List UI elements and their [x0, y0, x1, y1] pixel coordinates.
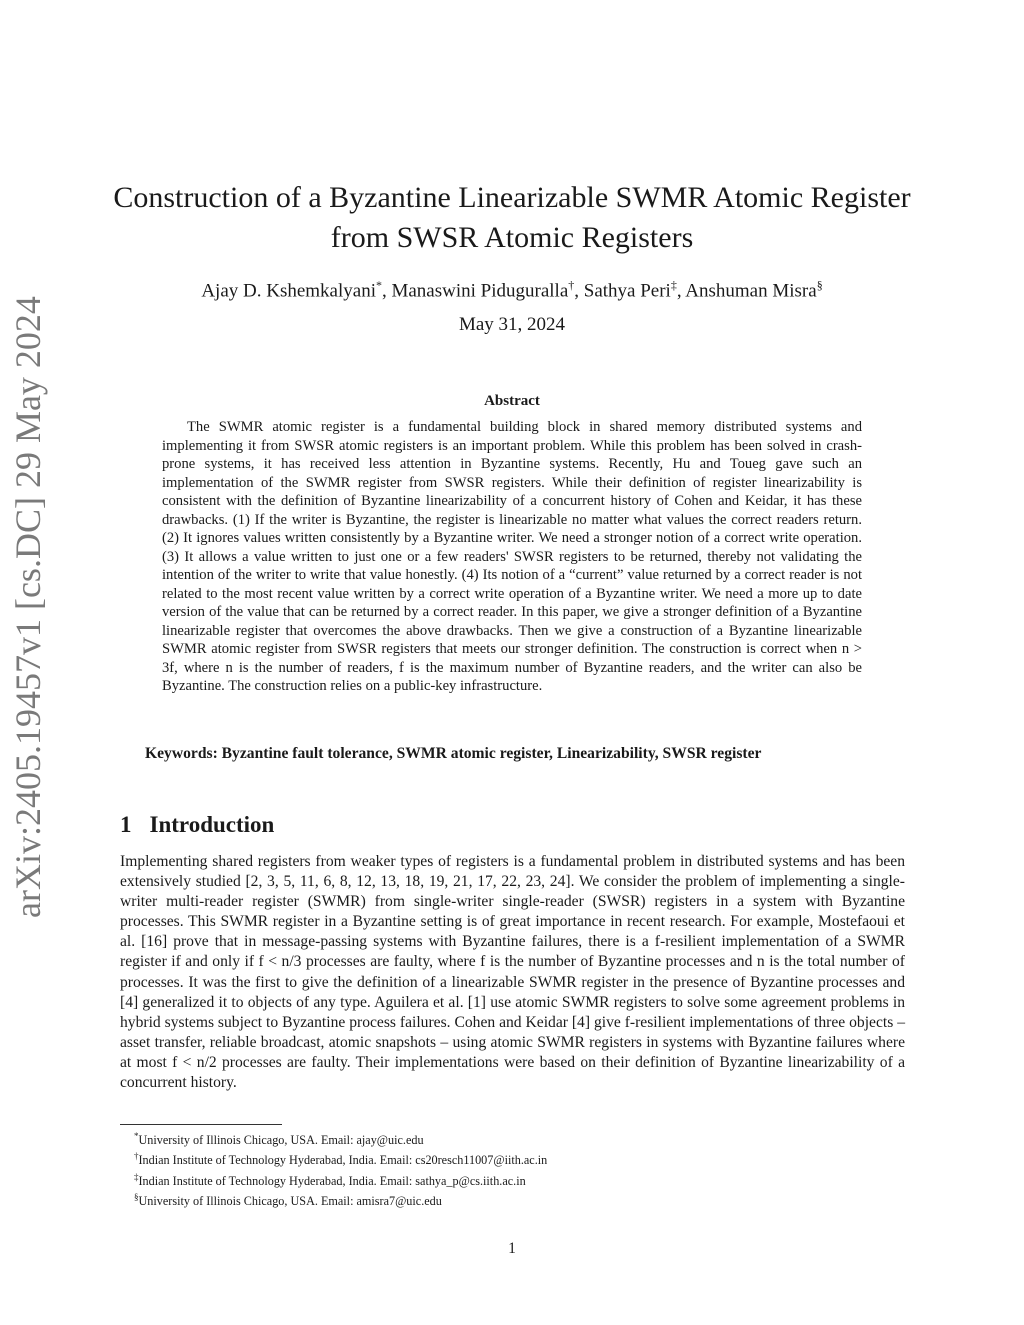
- footnote-mark: †: [134, 1151, 139, 1162]
- arxiv-identifier-stamp: arXiv:2405.19457v1 [cs.DC] 29 May 2024: [8, 296, 48, 918]
- paper-title: [90, 178, 934, 258]
- footnote: [120, 1169, 905, 1189]
- introduction-paragraph: Implementing shared registers from weaker types of registers is a fundamental problem in distributed systems and has been extensively studied [2, 3, 5, 11, 6, 8, 12, 13, 18, 19, 21, 17, 22, 23, 24]. We consider the problem of implementing a single-writer multi-reader register (SWMR) from single-writer single-reader (SWSR) registers in a system with Byzantine processes. This SWMR register in a Byzantine setting is of great importance in recent research. For example, Mostefaoui et al. [16] prove that in message-passing systems with Byzantine failures, there is a f-resilient implementation of a SWMR register if and only if f < n/3 processes are faulty, where f is the number of Byzantine processes and n is the total number of processes. It was the first to give the definition of a linearizable SWMR register in the presence of Byzantine processes and [4] generalized it to objects of any type. Aguilera et al. [1] use atomic SWMR registers to solve some agreement problems in hybrid systems subject to Byzantine process failures. Cohen and Keidar [4] give f-resilient implementations of three objects – asset transfer, reliable broadcast, atomic snapshots – using atomic SWMR registers in systems with Byzantine failures where at most f < n/2 processes are faulty. Their implementations were based on their definition of Byzantine linearizability of a concurrent history.: [120, 853, 905, 1092]
- footnote-text: University of Illinois Chicago, USA. Email: ajay@uic.edu: [138, 1133, 424, 1148]
- footnote-mark: ‡: [134, 1171, 139, 1182]
- author-footnote-mark: §: [816, 278, 823, 292]
- abstract-heading: Abstract: [484, 393, 540, 409]
- section-heading: [120, 810, 274, 840]
- author-footnote-mark: *: [375, 278, 382, 292]
- footnote-text: University of Illinois Chicago, USA. Email: amisra7@uic.edu: [138, 1193, 442, 1208]
- page-number: 1: [508, 1240, 516, 1257]
- footnote-mark: *: [134, 1131, 139, 1141]
- author-list: Ajay D. Kshemkalyani*, Manaswini Piduguralla†, Sathya Peri‡, Anshuman Misra§: [201, 278, 823, 302]
- footnote: [120, 1189, 905, 1209]
- section-number: 1: [120, 812, 132, 837]
- footnote-mark: §: [134, 1191, 139, 1202]
- footnote-text: Indian Institute of Technology Hyderabad, India. Email: cs20resch11007@iith.ac.in: [138, 1153, 548, 1168]
- author-footnote-mark: ‡: [670, 278, 677, 292]
- author-name: Sathya Peri: [583, 280, 671, 302]
- author-footnote-mark: †: [568, 278, 575, 292]
- author-name: Manaswini Piduguralla: [391, 280, 569, 302]
- section-title: Introduction: [149, 812, 275, 837]
- footnote: [120, 1148, 905, 1168]
- footnotes: [120, 1128, 905, 1209]
- footnote-text: Indian Institute of Technology Hyderabad, India. Email: sathya_p@cs.iith.ac.in: [138, 1173, 526, 1188]
- author-name: Anshuman Misra: [685, 280, 817, 302]
- abstract-text: The SWMR atomic register is a fundamental building block in shared memory distributed systems and implementing it from SWSR atomic registers is an important problem. While this problem has been solved in crash-prone systems, it has received less attention in Byzantine systems. Recently, Hu and Toueg gave such an implementation of the SWMR register from SWSR registers. While their definition of register linearizability is consistent with the definition of Byzantine linearizability of a concurrent history of Cohen and Keidar, it has these drawbacks. (1) If the writer is Byzantine, the register is linearizable no matter what values the correct readers return. (2) It ignores values written consistently by a Byzantine writer. We need a stronger notion of a correct write operation. (3) It allows a value written to just one or a few readers' SWSR registers to be returned, thereby not validating the intention of the writer to write that value honestly. (4) Its notion of a “current” value returned by a correct reader is not related to the most recent value written by a correct write operation of a Byzantine writer. We need a more up to date version of the value that can be returned by a correct reader. In this paper, we give a stronger definition of a Byzantine linearizable register that overcomes the above drawbacks. Then we give a construction of a Byzantine linearizable SWMR atomic register from SWSR registers that meets our stronger definition. The construction is correct when n > 3f, where n is the number of readers, f is the maximum number of Byzantine readers, and the writer can also be Byzantine. The construction relies on a public-key infrastructure.: [162, 419, 862, 694]
- keywords: Keywords: Byzantine fault tolerance, SWMR atomic register, Linearizability, SWSR register: [145, 745, 762, 762]
- author-name: Ajay D. Kshemkalyani: [201, 280, 376, 302]
- title-line-1: Construction of a Byzantine Linearizable SWMR Atomic Register: [113, 181, 911, 214]
- footnote-divider: [120, 1124, 282, 1125]
- publication-date: May 31, 2024: [458, 314, 566, 335]
- title-line-2: from SWSR Atomic Registers: [330, 221, 694, 254]
- footnote: [120, 1128, 905, 1148]
